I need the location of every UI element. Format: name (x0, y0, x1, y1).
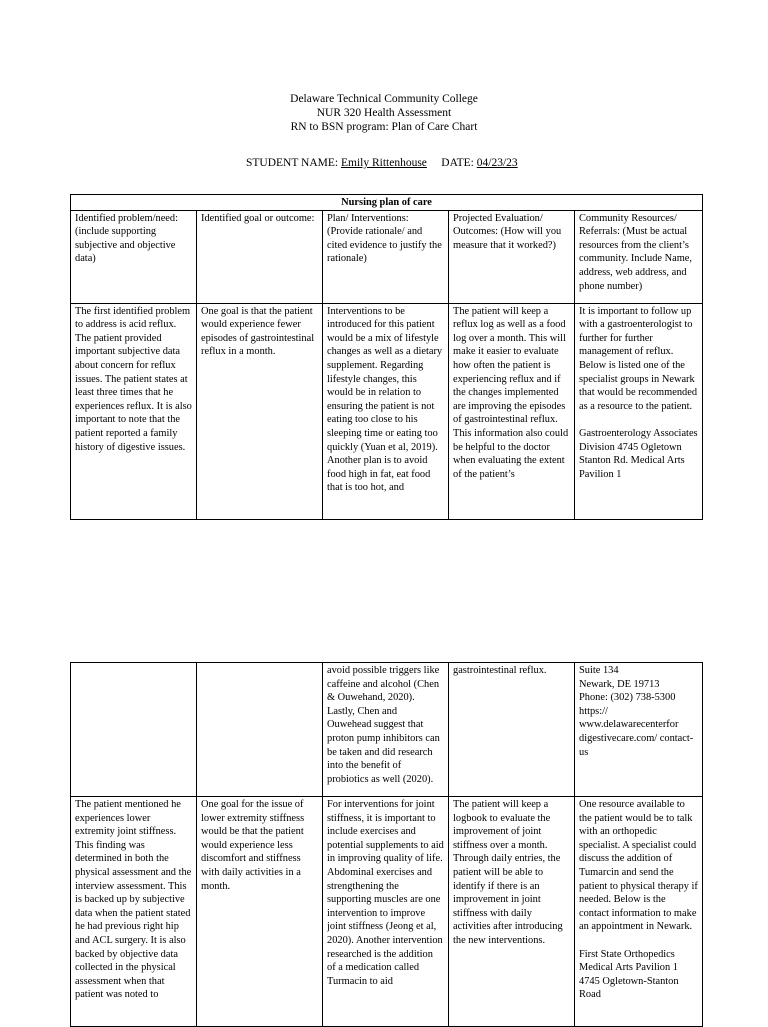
row1-interventions: Interventions to be introduced for this patient would be a mix of lifestyle changes as well as a dietary supplement. Regarding lifestyle changes, this would be in relation to ensuring the patient is not eating too close to his sleeping time or eating too quickly (Yuan et al, 2019). Another plan is to avoid food high in fat, eat food that is too hot, and (327, 305, 443, 494)
header-line-program: RN to BSN program: Plan of Care Chart (290, 121, 478, 133)
header-line-college: Delaware Technical Community College (290, 93, 478, 105)
header-resources: Community Resources/ Referrals: (Must be actual resources from the client’s community. Include Name, address, web address, and phone number) (579, 212, 693, 292)
row1-problem: The first identified problem to address is acid reflux. The patient provided important subjective data about concern for reflux issues. The patient states at least three times that he experiences reflux. It is also important to note that the patient reported a family history of digestive issues. (75, 305, 192, 453)
cont-evaluation: gastrointestinal reflux. (453, 665, 547, 676)
header-problem: Identified problem/need: (include supporting subjective and objective data) (75, 212, 179, 265)
document-page-2 (0, 656, 768, 1024)
header-goal: Identified goal or outcome: (201, 212, 315, 224)
row2-goal: One goal for the issue of lower extremity stiffness would be that the patient would experience less discomfort and stiffness with daily activities in a month. (201, 799, 305, 892)
care-plan-table-part-1 (70, 194, 703, 520)
table-row (71, 797, 703, 1027)
row2-resources: One resource available to the patient would be to talk with an orthopedic specialist. A specialist could discuss the addition of Tumarcin and send the patient to physical therapy if needed. Below is the contact information to make an appointment in Newark. First State Orthopedics Medical Arts Pavilion 1 4745 Ogletown-Stanton Road (579, 799, 698, 1001)
table-row-continued (71, 663, 703, 797)
student-info-line (246, 157, 518, 169)
row2-evaluation: The patient will keep a logbook to evaluate the improvement of joint stiffness over a month. Through daily entries, the patient will be able to identify if there is an improvement in joint stiffness with daily activities after introducing the new interventions. (453, 799, 563, 946)
table-row (71, 303, 703, 519)
date-label: DATE: (441, 157, 474, 169)
header-interventions: Plan/ Interventions: (Provide rationale/ and cited evidence to justify the rationale) (327, 212, 442, 265)
row2-problem: The patient mentioned he experiences lower extremity joint stiffness. This finding was determined in both the physical assessment and the interview assessment. This is backed up by subjective data when the patient stated he had previous right hip and ACL surgery. It is also backed by objective data collected in the physical assessment when that patient was noted to (75, 799, 192, 1001)
cont-interventions: avoid possible triggers like caffeine and alcohol (Chen & Ouwehand, 2020). Lastly, Chen and Ouwehead suggest that proton pump inhibitors can be taken and did research into the benefit of probiotics as well (2020). (327, 665, 440, 785)
page-gap (0, 528, 768, 656)
cont-resources: Suite 134 Newark, DE 19713 Phone: (302) 738-5300 https:// www.delawarecenterfor digestivecare.com/ contact-us (579, 665, 694, 758)
header-evaluation: Projected Evaluation/ Outcomes: (How will you measure that it worked?) (453, 212, 562, 251)
table-title: Nursing plan of care (71, 195, 703, 211)
row1-resources: It is important to follow up with a gastroenterologist to further for further management of reflux. Below is listed one of the specialist groups in Newark that would be recommended as a resource to the patient. Gastroenterology Associates Division 4745 Ogletown Stanton Rd. Medical Arts Pavilion 1 (579, 305, 698, 480)
table-header-row (71, 210, 703, 303)
student-name-label: STUDENT NAME: (246, 157, 339, 169)
row1-evaluation: The patient will keep a reflux log as well as a food log over a month. This will make it easier to evaluate how often the patient is experiencing reflux and if the changes implemented are improving the episodes of gastrointestinal reflux. This information also could be helpful to the doctor when evaluating the extent of the patient’s (453, 305, 569, 480)
row2-interventions: For interventions for joint stiffness, it is important to include exercises and potential supplements to aid in improving quality of life. Abdominal exercises and strengthening the supporting muscles are one intervention to improve joint stiffness (Jeong et al, 2020). Another intervention researched is the addition of a medication called Turmacin to aid (327, 799, 444, 987)
row1-goal: One goal is that the patient would experience fewer episodes of gastrointestinal reflux in a month. (201, 305, 315, 358)
care-plan-table-part-2 (70, 662, 703, 1027)
date-value: 04/23/23 (476, 157, 518, 169)
header-line-course: NUR 320 Health Assessment (316, 107, 452, 119)
student-name-value: Emily Rittenhouse (340, 157, 427, 169)
